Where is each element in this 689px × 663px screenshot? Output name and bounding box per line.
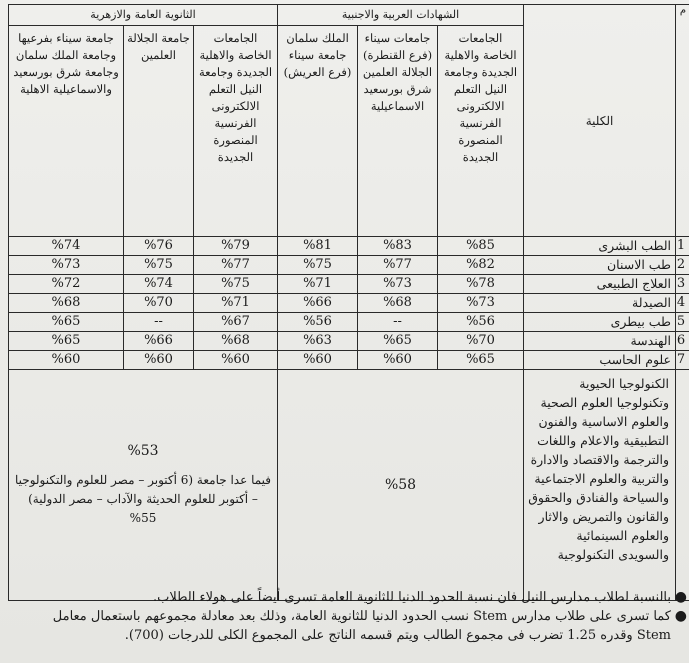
table-row bbox=[9, 294, 689, 313]
score-value: %53 bbox=[127, 442, 159, 459]
score-cell: %70 bbox=[124, 294, 194, 313]
row-number: 7 bbox=[676, 351, 689, 370]
note-item bbox=[8, 607, 689, 626]
score-cell-foreign: %58 bbox=[278, 370, 524, 601]
table-row-other-faculties bbox=[9, 370, 689, 601]
note-text: كما تسرى على طلاب مدارس Stem نسب الحدود الدنيا للثانوية العامة، وذلك بعد معادلة مجموعهم باستعمال معامل bbox=[52, 609, 671, 624]
score-cell: %65 bbox=[9, 332, 124, 351]
column-header: الجامعات الخاصة والاهلية الجديدة وجامعة النيل التعلم الالكترونى الفرنسية المنصورة الجديدة bbox=[438, 26, 524, 237]
score-cell: %60 bbox=[278, 351, 358, 370]
score-cell: %66 bbox=[124, 332, 194, 351]
arab-foreign-group-header: الشهادات العربية والاجنبية bbox=[278, 5, 524, 26]
score-cell: %56 bbox=[278, 313, 358, 332]
faculty-name: طب الاسنان bbox=[524, 256, 676, 275]
score-cell: %65 bbox=[9, 313, 124, 332]
row-number: 6 bbox=[676, 332, 689, 351]
bullet-icon: ● bbox=[674, 589, 687, 605]
score-cell: %75 bbox=[194, 275, 278, 294]
column-header: الملك سلمان جامعة سيناء (فرع العريش) bbox=[278, 26, 358, 237]
row-number: 3 bbox=[676, 275, 689, 294]
note-text: بالنسبة لطلاب مدارس النيل فان نسبة الحدود الدنيا للثانوية العامة تسرى أيضاً على هولاء الطلاب. bbox=[152, 590, 671, 605]
table-row bbox=[9, 313, 689, 332]
general-azhar-group-header: الثانوية العامة والازهرية bbox=[9, 5, 278, 26]
table-row bbox=[9, 256, 689, 275]
table-row bbox=[9, 237, 689, 256]
score-cell-general bbox=[9, 370, 278, 601]
row-number: 2 bbox=[676, 256, 689, 275]
row-number: 4 bbox=[676, 294, 689, 313]
college-header: الكلية bbox=[524, 5, 676, 237]
score-cell: %78 bbox=[438, 275, 524, 294]
table-row bbox=[9, 332, 689, 351]
score-cell: %70 bbox=[438, 332, 524, 351]
column-header: جامعات سيناء (فرع القنطرة) الجلالة العلمين شرق بورسعيد الاسماعيلية bbox=[358, 26, 438, 237]
score-cell: %75 bbox=[124, 256, 194, 275]
column-header: جامعة سيناء بفرعيها وجامعة الملك سلمان وجامعة شرق بورسعيد والاسماعيلية الاهلية bbox=[9, 26, 124, 237]
faculty-name: الطب البشرى bbox=[524, 237, 676, 256]
score-cell: %83 bbox=[358, 237, 438, 256]
score-cell: %68 bbox=[9, 294, 124, 313]
score-cell: %73 bbox=[438, 294, 524, 313]
table-row bbox=[9, 351, 689, 370]
score-cell: %60 bbox=[124, 351, 194, 370]
column-header: جامعة الجلالة العلمين bbox=[124, 26, 194, 237]
score-cell: %77 bbox=[194, 256, 278, 275]
score-cell: %71 bbox=[278, 275, 358, 294]
score-cell: %75 bbox=[278, 256, 358, 275]
score-cell: %60 bbox=[358, 351, 438, 370]
score-cell: %63 bbox=[278, 332, 358, 351]
note-item bbox=[8, 588, 689, 607]
faculty-name: الهندسة bbox=[524, 332, 676, 351]
score-cell: %68 bbox=[358, 294, 438, 313]
score-cell: %85 bbox=[438, 237, 524, 256]
score-cell: -- bbox=[358, 313, 438, 332]
score-cell: %71 bbox=[194, 294, 278, 313]
score-cell: %67 bbox=[194, 313, 278, 332]
group-header-row bbox=[9, 5, 689, 26]
faculty-name-list: الكنولوجيا الحيوية وتكنولوجيا العلوم الصحية والعلوم الاساسية والفنون التطبيقية والاعلام واللغات والترجمة والاقتصاد والادارة والتربية والعلوم الاجتماعية والسياحة والفنادق والحقوق والقانون والتمريض والاثار والعلوم السينمائية والسويدى التكنولوجية bbox=[524, 370, 676, 601]
faculty-name: الصيدلة bbox=[524, 294, 676, 313]
faculty-name: علوم الحاسب bbox=[524, 351, 676, 370]
score-cell: %81 bbox=[278, 237, 358, 256]
score-cell: %65 bbox=[438, 351, 524, 370]
notes-section bbox=[8, 588, 689, 645]
row-number: 1 bbox=[676, 237, 689, 256]
exception-note: فيما عدا جامعة (6 أكتوبر – مصر للعلوم والتكنولوجيا – أكتوبر للعلوم الحديثة والآداب – مصر الدولية) 55% bbox=[15, 472, 272, 525]
score-cell: %82 bbox=[438, 256, 524, 275]
score-cell: %74 bbox=[9, 237, 124, 256]
score-cell: %77 bbox=[358, 256, 438, 275]
score-cell: %65 bbox=[358, 332, 438, 351]
score-cell: %76 bbox=[124, 237, 194, 256]
bullet-icon: ● bbox=[674, 608, 687, 624]
score-cell: %68 bbox=[194, 332, 278, 351]
row-number: 5 bbox=[676, 313, 689, 332]
note-continuation: Stem وقدره 1.25 تضرب فى مجموع الطالب ويتم قسمه الناتج على المجموع الكلى للدرجات (700). bbox=[124, 628, 671, 643]
table-row bbox=[9, 275, 689, 294]
min-scores-table bbox=[8, 4, 689, 601]
score-cell: %60 bbox=[9, 351, 124, 370]
score-cell: %73 bbox=[9, 256, 124, 275]
row-number bbox=[676, 370, 689, 601]
score-cell: -- bbox=[124, 313, 194, 332]
faculty-name: العلاج الطبيعى bbox=[524, 275, 676, 294]
score-cell: %79 bbox=[194, 237, 278, 256]
score-cell: %60 bbox=[194, 351, 278, 370]
score-cell: %73 bbox=[358, 275, 438, 294]
score-cell: %56 bbox=[438, 313, 524, 332]
score-cell: %74 bbox=[124, 275, 194, 294]
score-cell: %66 bbox=[278, 294, 358, 313]
score-cell: %72 bbox=[9, 275, 124, 294]
faculty-name: طب بيطرى bbox=[524, 313, 676, 332]
column-header: الجامعات الخاصة والاهلية الجديدة وجامعة النيل التعلم الالكترونى الفرنسية المنصورة الجديدة bbox=[194, 26, 278, 237]
number-header: م bbox=[676, 5, 689, 237]
